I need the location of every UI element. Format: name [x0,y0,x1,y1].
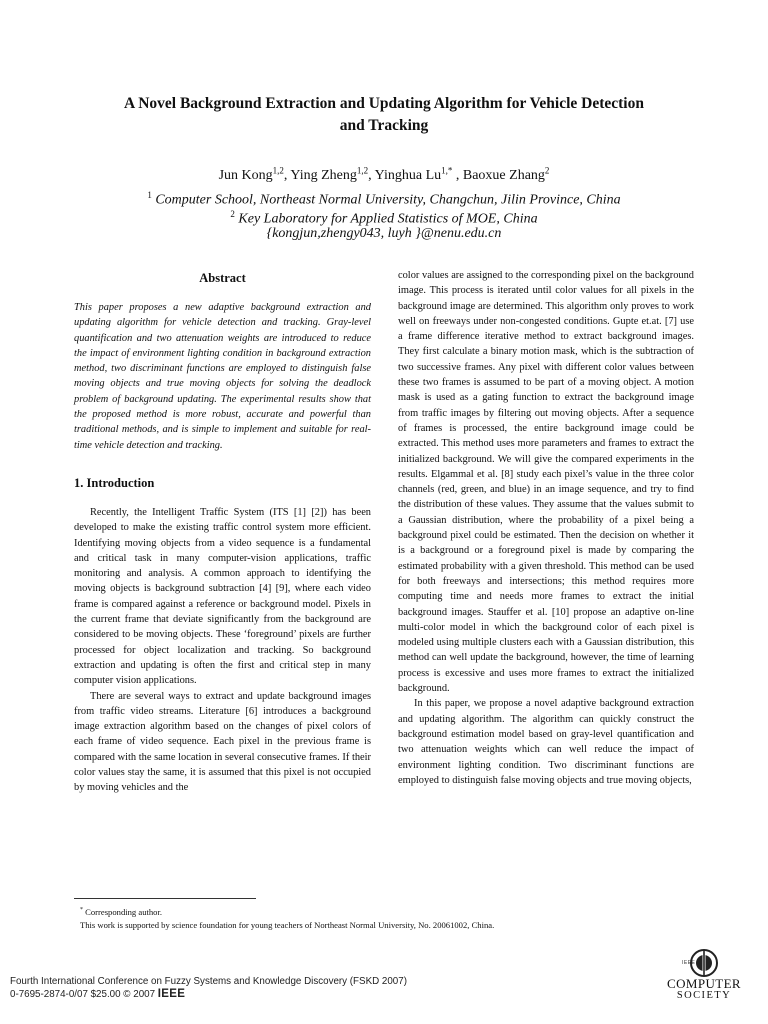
left-column [74,268,371,796]
author: Jun Kong$^{1,2}$, [218,165,291,183]
footnote-rule [74,898,256,899]
author: Ying Zheng$^{1,2}$, [290,165,375,183]
logo-ieee-text: IEEE [682,960,696,966]
paragraph: Recently, the Intelligent Traffic System (ITS [1] [2]) has been developed to make the existing traffic control system more efficient. Identifying moving objects from a video sequence is a fundamental and critical task in many computer-vision applications, traffic monitoring and analysis. A common approach to identifying the moving objects is background subtraction [4] [9], where each video frame is compared against a reference or background model. Pixels in the current frame that deviate significantly from the background are considered to be moving objects. These ‘foreground’ pixels are further processed for object localization and tracking. So background extraction and updating is often the first and critical step in many computer vision applications. [74,506,371,687]
abstract-heading: Abstract [199,271,246,285]
footnote-funding: This work is supported by science foundation for young teachers of Northeast Normal University, No. 20061002, China. [80,919,495,930]
logo-computer-text: COMPUTER [667,976,741,991]
conference-name: Fourth International Conference on Fuzzy Systems and Knowledge Discovery (FSKD 2007) [10,976,407,987]
logo-society-text: SOCIETY [676,990,732,1001]
paragraph: There are several ways to extract and update background images from traffic video streams. Literature [6] introduces a background image extraction algorithm based on the changes of pixel colors of each frame of video sequence. Each pixel in the previous frame is compared with the same location in several consecutive frames. If their color values stay the same, it is assumed that this pixel is not occupied by moving vehicles and the [74,690,371,794]
affiliation-2: $^2$ Key Laboratory for Applied Statistics of MOE, China [230,209,538,227]
author: Yinghua $Lu^{1,*}$ , [374,165,463,183]
paper-title [70,93,698,137]
paragraph: color values are assigned to the corresponding pixel on the background image. This process is iterated until color values for all pixels in the background image are determined. This algorithm only proves to work well on freeways under non-congested conditions. Gupte et.at. [7] use a frame difference iterative method to extract background images. They first calculate a binary motion mask, which is the subtraction of two successive frames. Any pixel with different color values between these two frames is assumed to be part of a moving object. A motion mask is used as a gating function to extract the background image from traffic images by filtering out moving objects. After a sequence of frames is processed, the entire background image could be extracted. This method uses more parameters and frames to extract the initialized background. We will give the compared experiments in the results. Elgammal et al. [8] study each pixel’s value in the three color channels (red, green, and blue) in an image sequence, and try to find the distribution of these values. They assume that the values submit to a Gaussian distribution, where the probability of a pixel being a background pixel could be estimated. Then the decision on whether it is a background or a foreground pixel is made by comparing the estimated probability with a given threshold. This method can be used for both freeways and intersections; this method requires more computing time and needs more frames to extract the initial background images. Stauffer et al. [10] propose an adaptive on-line multi-color model in which the background color of each pixel is modeled using multiple clusters each with a Gaussian distribution, this method can well update the background, however, the time of learning process is excessive and uses more frames to extract the initialized background. [398,270,694,695]
author-list [70,160,698,186]
footnotes [80,904,494,932]
conference-footer [10,976,407,1001]
title-line-2: and Tracking [339,117,429,134]
author-email: {kongjun,zhengy043, luyh }@nenu.edu.cn [266,226,502,241]
paragraph: In this paper, we propose a novel adaptive background extraction and updating algorithm. The algorithm can quickly construct the background estimation model based on gray-level quantification and two attenuation weights which can well reduce the impact of environment lighting condition. Two discriminant functions are employed to distinguish false moving objects and true moving objects, [398,698,694,786]
ieee-logo: IEEE [157,988,186,1000]
footnote-corresponding: * Corresponding author. [80,906,163,917]
isbn-line: 0-7695-2874-0/07 $25.00 © 2007 IEEE [10,988,186,1000]
section-heading-introduction: 1. Introduction [74,475,155,490]
computer-society-logo [660,948,748,1004]
affiliation-1: $^1$ Computer School, Northeast Normal University, Changchun, Jilin Province, China [147,190,621,208]
title-line-1: A Novel Background Extraction and Updating Algorithm for Vehicle Detection [124,95,644,112]
right-column [398,268,694,788]
author: Baoxue Zhang$^2$ [462,165,550,183]
abstract-text: This paper proposes a new adaptive background extraction and updating algorithm for vehicle detection and tracking. Gray-level quantification and two attenuation weights are introduced to reduce the impact of environment lighting condition in background extraction method, two discriminant functions are employed to distinguish false moving objects and true moving objects for solving the deadlock problem of background updating. The experimental results show that the proposed method is more robust, accurate and powerful than traditional methods, and is simple to implement and suitable for real-time vehicle detection and tracking. [74,302,371,451]
